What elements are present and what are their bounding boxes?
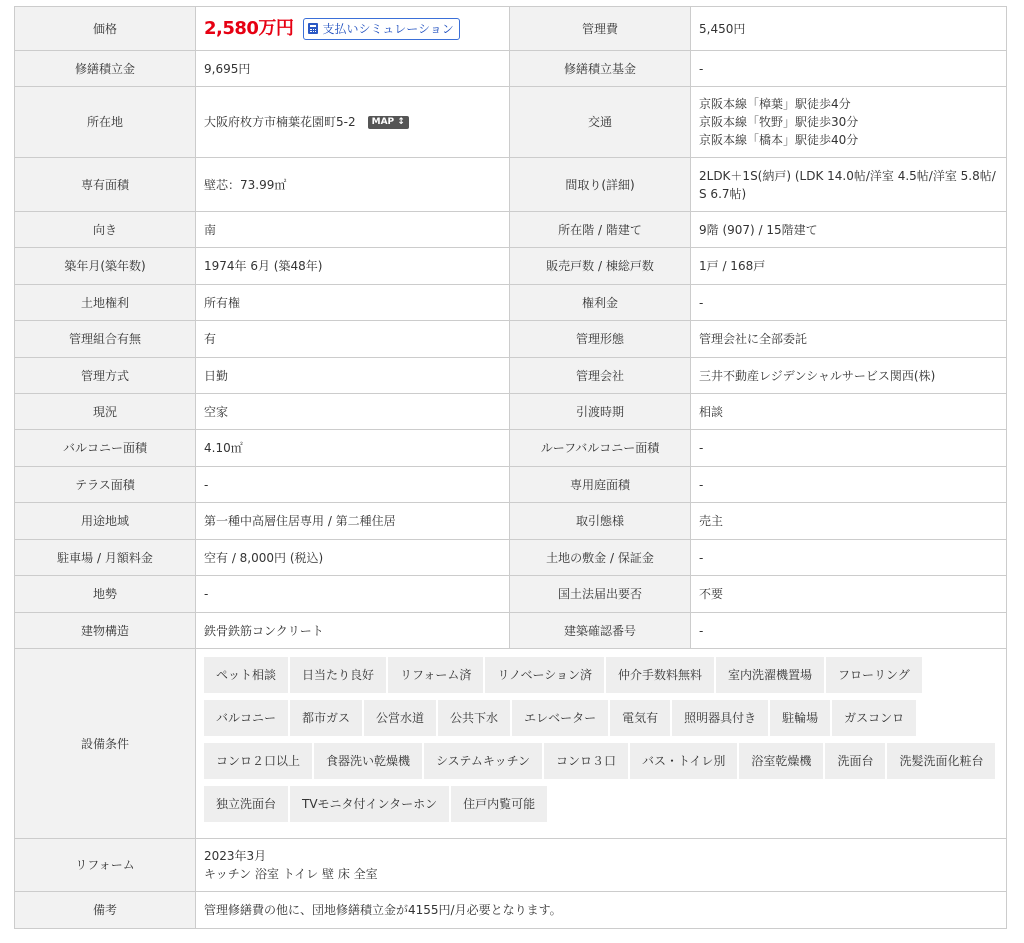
row-value: 有 (196, 321, 510, 358)
table-row (15, 158, 1007, 212)
row-label: 修繕積立金 (15, 51, 196, 87)
row-label: 用途地域 (15, 503, 196, 540)
access-cell (691, 87, 1007, 158)
map-button[interactable] (368, 116, 409, 129)
access-line: 京阪本線「樟葉」駅徒歩4分 (699, 97, 851, 111)
facility-tag: ガスコンロ (832, 700, 916, 736)
remarks-label: 備考 (15, 892, 196, 929)
facility-tag: 都市ガス (290, 700, 362, 736)
row-label: 土地権利 (15, 285, 196, 321)
row-value: 5,450円 (691, 7, 1007, 51)
facility-tag: システムキッチン (424, 743, 542, 779)
price-value: 2,580万円 (204, 17, 294, 39)
row-label: 土地の敷金 / 保証金 (510, 540, 691, 576)
row-label: 間取り(詳細) (510, 158, 691, 212)
row-value: - (691, 540, 1007, 576)
facility-tag: 公共下水 (438, 700, 510, 736)
facility-tag: 日当たり良好 (290, 657, 386, 693)
row-label: 向き (15, 212, 196, 248)
price-label: 価格 (15, 7, 196, 51)
row-label: 引渡時期 (510, 394, 691, 430)
row-label: 地勢 (15, 576, 196, 613)
reform-date: 2023年3月 (204, 849, 267, 863)
row-value: 不要 (691, 576, 1007, 613)
row-label: 交通 (510, 87, 691, 158)
facility-tag: バス・トイレ別 (630, 743, 737, 779)
table-row (15, 394, 1007, 430)
row-label: 建物構造 (15, 613, 196, 649)
table-row (15, 321, 1007, 358)
facility-tag: 仲介手数料無料 (606, 657, 714, 693)
table-row (15, 51, 1007, 87)
row-value: 1戸 / 168戸 (691, 248, 1007, 285)
reform-cell (196, 839, 1007, 892)
facility-tag: コンロ２口以上 (204, 743, 312, 779)
row-label: 専有面積 (15, 158, 196, 212)
row-value: 9階 (907) / 15階建て (691, 212, 1007, 248)
row-value: 鉄骨鉄筋コンクリート (196, 613, 510, 649)
row-label: 管理費 (510, 7, 691, 51)
row-label: 管理組合有無 (15, 321, 196, 358)
payment-simulation-label: 支払いシミュレーション (322, 21, 454, 36)
facility-tag: フローリング (826, 657, 922, 693)
facility-tag: 照明器具付き (672, 700, 768, 736)
row-value: 4.10㎡ (196, 430, 510, 467)
table-row (15, 7, 1007, 51)
layout-line: S 6.7帖) (699, 186, 747, 201)
table-row (15, 248, 1007, 285)
row-value: 第一種中高層住居専用 / 第二種住居 (196, 503, 510, 540)
address-value: 大阪府枚方市楠葉花園町5-2 (204, 115, 356, 129)
row-label: 管理方式 (15, 358, 196, 394)
row-value: - (196, 467, 510, 503)
table-row (15, 467, 1007, 503)
row-value: 1974年 6月 (築48年) (196, 248, 510, 285)
row-label: 管理会社 (510, 358, 691, 394)
row-label: 現況 (15, 394, 196, 430)
row-label: 国土法届出要否 (510, 576, 691, 613)
row-value: 三井不動産レジデンシャルサービス関西(株) (691, 358, 1007, 394)
row-value: 相談 (691, 394, 1007, 430)
table-row (15, 540, 1007, 576)
access-line: 京阪本線「牧野」駅徒歩30分 (699, 115, 859, 129)
row-label: 建築確認番号 (510, 613, 691, 649)
facility-tag: リフォーム済 (388, 657, 483, 693)
row-value: - (691, 51, 1007, 87)
row-label: 築年月(築年数) (15, 248, 196, 285)
table-row (15, 613, 1007, 649)
facility-tag: 洗髪洗面化粧台 (887, 743, 995, 779)
map-label: MAP (371, 117, 395, 127)
facility-tag: コンロ３口 (544, 743, 628, 779)
row-value: 9,695円 (196, 51, 510, 87)
facility-tag: TVモニタ付インターホン (290, 786, 449, 822)
facility-tag: 電気有 (610, 700, 670, 736)
row-value: 空有 / 8,000円 (税込) (196, 540, 510, 576)
property-spec-table (14, 6, 1007, 929)
facility-tag: 駐輪場 (770, 700, 830, 736)
facilities-label: 設備条件 (15, 649, 196, 839)
facility-tag: 室内洗濯機置場 (716, 657, 824, 693)
remarks-value: 管理修繕費の他に、団地修繕積立金が4155円/月必要となります。 (196, 892, 1007, 929)
table-row (15, 839, 1007, 892)
facility-tag: 独立洗面台 (204, 786, 288, 822)
row-label: 販売戸数 / 棟総戸数 (510, 248, 691, 285)
row-value: - (196, 576, 510, 613)
row-label: 修繕積立基金 (510, 51, 691, 87)
row-label: テラス面積 (15, 467, 196, 503)
table-row (15, 576, 1007, 613)
facility-tag: ペット相談 (204, 657, 288, 693)
table-row (15, 892, 1007, 929)
row-value: 日勤 (196, 358, 510, 394)
address-cell (196, 87, 510, 158)
row-label: 専用庭面積 (510, 467, 691, 503)
row-value: - (691, 613, 1007, 649)
row-value: 南 (196, 212, 510, 248)
reform-details: キッチン 浴室 トイレ 壁 床 全室 (204, 867, 378, 881)
row-label: 管理形態 (510, 321, 691, 358)
row-value: 売主 (691, 503, 1007, 540)
row-label: 駐車場 / 月額料金 (15, 540, 196, 576)
property-detail (14, 6, 1006, 929)
facility-tag: リノベーション済 (485, 657, 604, 693)
table-row (15, 285, 1007, 321)
row-value: - (691, 430, 1007, 467)
table-row (15, 430, 1007, 467)
access-line: 京阪本線「橋本」駅徒歩40分 (699, 133, 859, 147)
facility-tag: エレベーター (512, 700, 608, 736)
row-value: 管理会社に全部委託 (691, 321, 1007, 358)
facility-tag: 公営水道 (364, 700, 436, 736)
row-label: バルコニー面積 (15, 430, 196, 467)
row-value: 所有権 (196, 285, 510, 321)
payment-simulation-button[interactable] (303, 18, 459, 40)
facility-tag: 洗面台 (825, 743, 885, 779)
row-label: 権利金 (510, 285, 691, 321)
row-value: 空家 (196, 394, 510, 430)
layout-line: 2LDK＋1S(納戸) (LDK 14.0帖/洋室 4.5帖/洋室 5.8帖/ (699, 168, 996, 183)
layout-cell (691, 158, 1007, 212)
row-label: ルーフバルコニー面積 (510, 430, 691, 467)
calculator-icon (308, 23, 318, 34)
table-row (15, 358, 1007, 394)
row-label: 所在地 (15, 87, 196, 158)
table-row (15, 87, 1007, 158)
chevron-updown-icon: ↕ (394, 117, 405, 127)
price-cell (196, 7, 510, 51)
facility-tag: 浴室乾燥機 (739, 743, 823, 779)
table-row (15, 212, 1007, 248)
row-value: - (691, 285, 1007, 321)
row-value: - (691, 467, 1007, 503)
facility-tag: 食器洗い乾燥機 (314, 743, 422, 779)
facility-tag: バルコニー (204, 700, 288, 736)
facility-tag-list (204, 651, 998, 837)
row-label: 所在階 / 階建て (510, 212, 691, 248)
table-row (15, 503, 1007, 540)
reform-label: リフォーム (15, 839, 196, 892)
row-value: 壁芯：73.99㎡ (196, 158, 510, 212)
facilities-cell (196, 649, 1007, 839)
table-row (15, 649, 1007, 839)
facility-tag: 住戸内覧可能 (451, 786, 547, 822)
row-label: 取引態様 (510, 503, 691, 540)
